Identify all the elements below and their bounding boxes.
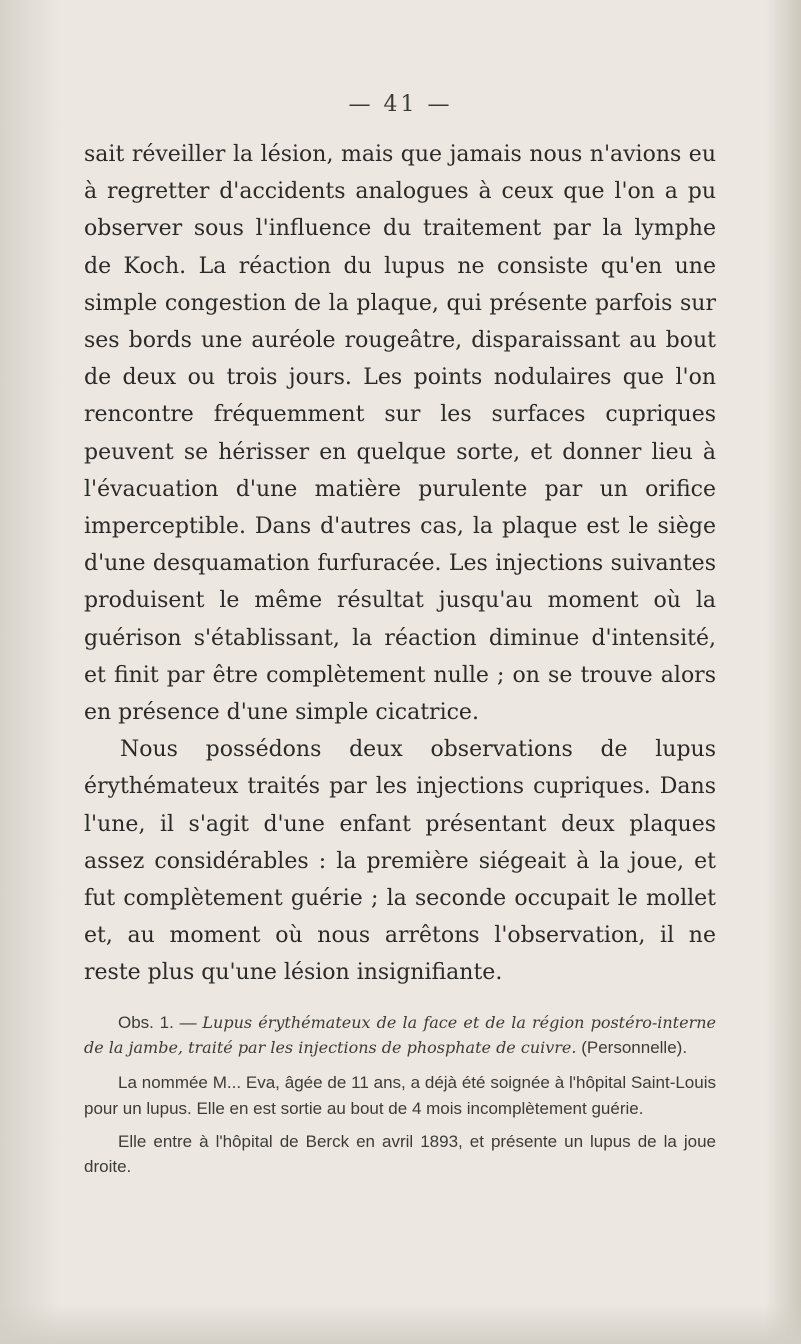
page-number: — 41 — [348, 92, 453, 117]
observation-source: (Personnelle). [581, 1037, 688, 1057]
page-shadow-left [0, 0, 60, 1344]
page-shadow-right [765, 0, 801, 1344]
body-text [84, 136, 716, 1179]
paragraph-lupus-reaction: sait réveiller la lésion, mais que jamais nous n'avions eu à regretter d'accidents analogues à ceux que l'on a pu observer sous l'influence du traitement par la lymphe de Koch. La réaction du lupus ne consiste qu'en une simple congestion de la plaque, qui présente parfois sur ses bords une auréole rougeâtre, disparaissant au bout de deux ou trois jours. Les points nodulaires que l'on rencontre fréquemment sur les surfaces cupriques peuvent se hérisser en quelque sorte, et donner lieu à l'évacuation d'une matière purulente par un orifice imperceptible. Dans d'autres cas, la plaque est le siège d'une desquamation furfuracée. Les injections suivantes produisent le même résultat jusqu'au moment où la guérison s'établissant, la réaction diminue d'intensité, et finit par être complètement nulle ; on se trouve alors en présence d'une simple cicatrice. [84, 142, 716, 726]
observation-title: Lupus érythémateux de la face et de la région postéro-interne de la jambe, traité par les injections de phosphate de cuivre. [84, 1012, 716, 1057]
observation-label: Obs. 1. — [118, 1012, 197, 1032]
observation-paragraph: Elle entre à l'hôpital de Berck en avril 1893, et présente un lupus de la joue droite. [84, 1131, 716, 1177]
paragraph-observations: Nous possédons deux observations de lupus érythémateux traités par les injections cupriques. Dans l'une, il s'agit d'une enfant présentant deux plaques assez considérables : la première siégeait à la joue, et fut complètement guérie ; la seconde occupait le mollet et, au moment où nous arrêtons l'observation, il ne reste plus qu'une lésion insignifiante. [84, 737, 716, 986]
observation-paragraph: La nommée M... Eva, âgée de 11 ans, a déjà été soignée à l'hôpital Saint-Louis pour un lupus. Elle en est sortie au bout de 4 mois incomplètement guérie. [84, 1073, 716, 1118]
observation-heading [84, 1010, 716, 1061]
page-shadow-bottom [0, 1304, 801, 1344]
